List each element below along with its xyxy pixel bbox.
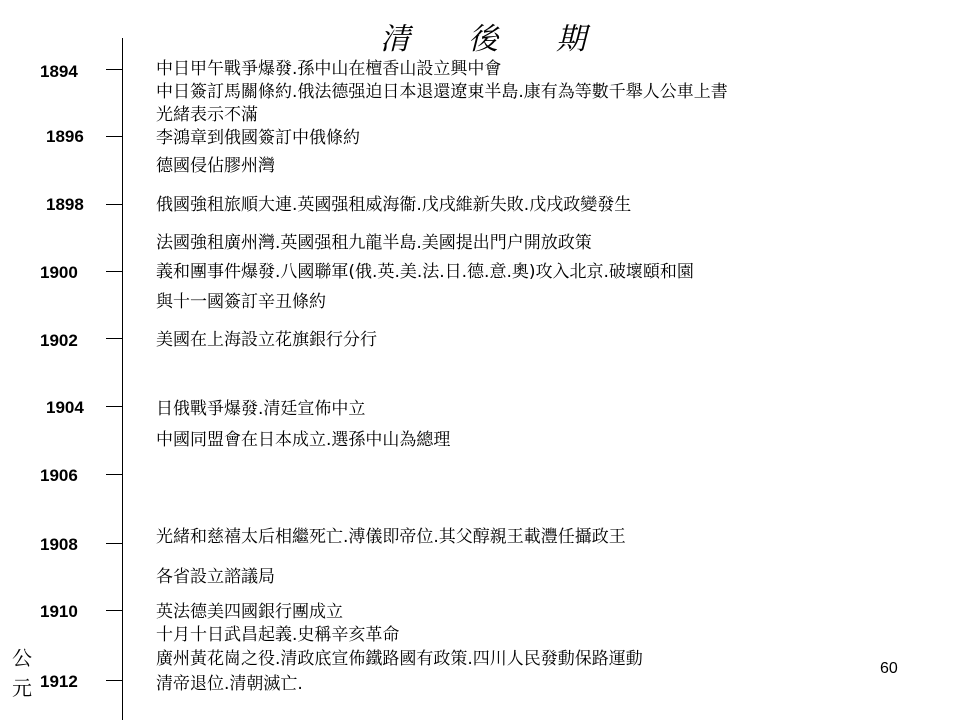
year-label: 1898 (46, 195, 84, 214)
year-label: 1906 (40, 466, 78, 485)
year-label: 1910 (40, 602, 78, 621)
year-label: 1904 (46, 398, 84, 417)
era-label-1: 公 (12, 646, 32, 670)
year-label: 1896 (46, 127, 84, 146)
year-label: 1912 (40, 672, 78, 691)
event-text: 義和團事件爆發.八國聯軍(俄.英.美.法.日.德.意.奧)攻入北京.破壞頤和園 (156, 262, 694, 282)
event-text: 美國在上海設立花旗銀行分行 (156, 330, 377, 350)
year-label: 1902 (40, 331, 78, 350)
event-text: 與十一國簽訂辛丑條約 (156, 292, 326, 312)
page-title: 清 後 期 (380, 22, 600, 57)
event-text: 十月十日武昌起義.史稱辛亥革命 (156, 625, 400, 645)
timeline-tick (106, 338, 122, 339)
event-text: 法國強租廣州灣.英國强租九龍半島.美國提出門户開放政策 (156, 233, 592, 253)
year-label: 1894 (40, 62, 78, 81)
event-text: 中日甲午戰爭爆發.孫中山在檀香山設立興中會 (156, 59, 502, 79)
timeline-tick (106, 543, 122, 544)
year-label: 1900 (40, 263, 78, 282)
event-text: 光緒表示不滿 (156, 105, 258, 125)
event-text: 俄國強租旅順大連.英國强租威海衞.戊戌維新失敗.戊戌政變發生 (156, 195, 632, 215)
timeline-tick (106, 610, 122, 611)
page-number: 60 (880, 660, 898, 677)
event-text: 中日簽訂馬關條約.俄法德强迫日本退還遼東半島.康有為等數千舉人公車上書 (156, 82, 728, 102)
timeline-tick (106, 474, 122, 475)
event-text: 李鴻章到俄國簽訂中俄條約 (156, 128, 360, 148)
timeline-tick (106, 271, 122, 272)
timeline-tick (106, 69, 122, 70)
timeline-tick (106, 406, 122, 407)
event-text: 各省設立諮議局 (156, 567, 275, 587)
timeline-tick (106, 680, 122, 681)
event-text: 日俄戰爭爆發.清廷宣佈中立 (156, 399, 366, 419)
event-text: 清帝退位.清朝滅亡. (156, 674, 303, 694)
event-text: 中國同盟會在日本成立.選孫中山為總理 (156, 430, 451, 450)
timeline-axis (122, 38, 123, 720)
timeline-tick (106, 136, 122, 137)
era-label-2: 元 (12, 676, 32, 700)
year-label: 1908 (40, 535, 78, 554)
event-text: 光緒和慈禧太后相繼死亡.溥儀即帝位.其父醇親王載灃任攝政王 (156, 527, 626, 547)
event-text: 英法德美四國銀行團成立 (156, 602, 343, 622)
timeline-tick (106, 204, 122, 205)
event-text: 德國侵佔膠州灣 (156, 156, 275, 176)
event-text: 廣州黃花崗之役.清政底宣佈鐵路國有政策.四川人民發動保路運動 (156, 649, 643, 669)
